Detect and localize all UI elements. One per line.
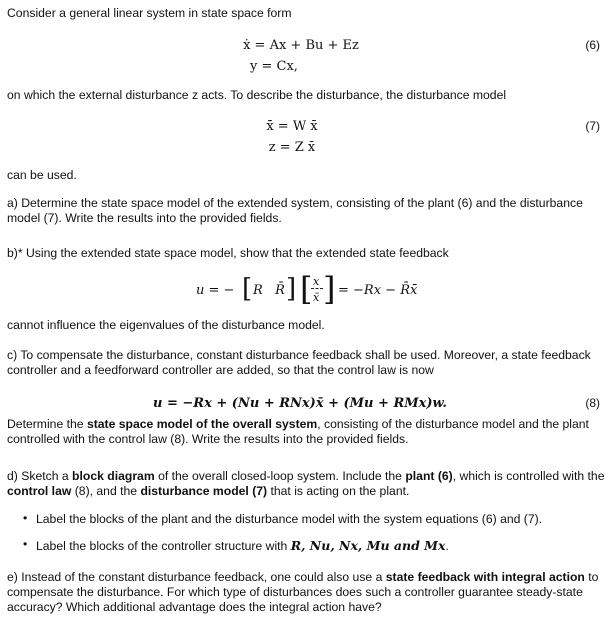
part-b-conclusion: cannot influence the eigenvalues of the disturbance model. — [7, 318, 325, 332]
equation-6-line1: ẋ = Ax + Bu + Ez — [243, 38, 359, 53]
bullet-dot-icon: • — [23, 511, 28, 525]
equation-7-line2: z = Z x̄ — [268, 140, 316, 155]
intro-text: Consider a general linear system in state space form — [7, 6, 292, 20]
part-c-task: Determine the state space model of the overall system, consisting of the disturbance model and the plant controlled with the control law (8). Write the results into the provided fields. — [7, 417, 589, 446]
disturbance-text: on which the external disturbance z acts. To describe the disturbance, the disturbance model — [7, 88, 507, 102]
equation-7-line1: x̄̇ = W x̄ — [266, 119, 318, 134]
part-a-text: a) Determine the state space model of the extended system, consisting of the plant (6) and the disturbance model (7). Write the results into the provided fields. — [7, 196, 583, 225]
vector-right-bracket: ] — [323, 270, 336, 308]
part-b-intro: b)* Using the extended state space model, show that the extended state feedback — [7, 246, 449, 260]
vector-top: x — [313, 275, 320, 288]
vector-left-bracket: [ — [300, 270, 313, 308]
vector-divider — [311, 288, 323, 289]
bullet-dot-icon: • — [23, 537, 28, 551]
part-d-text: d) Sketch a block diagram of the overall closed-loop system. Include the plant (6), which is controlled with the control law (8), and the disturbance model (7) that is acting on the plant. — [7, 469, 605, 498]
equation-6-number: (6) — [585, 38, 600, 52]
part-e-text: e) Instead of the constant disturbance feedback, one could also use a state feedback with integral action to compensate the disturbance. For which type of disturbances does such a controller guarantee steady-state accuracy? Which additional advantage does the integral action have? — [7, 570, 599, 614]
right-bracket: ] — [286, 274, 297, 304]
matrix-row: R R̄ — [253, 283, 285, 298]
left-bracket: [ — [242, 274, 253, 304]
part-b-equation-rhs: = −Rx − R̄x̄ — [338, 283, 418, 298]
bullet-item-2: • Label the blocks of the controller structure with R, Nu, Nx, Mu and Mx. — [23, 537, 449, 553]
part-b-equation — [196, 272, 496, 312]
part-c-intro: c) To compensate the disturbance, constant disturbance feedback shall be used. Moreover, a state feedback controller and a feedforward controller are added, so that the control law is now — [7, 348, 591, 377]
equation-7-number: (7) — [585, 119, 600, 133]
bullet-item-1: • Label the blocks of the plant and the disturbance model with the system equations (6) and (7). — [23, 511, 543, 526]
can-be-used-text: can be used. — [7, 168, 77, 182]
equation-8-number: (8) — [585, 396, 600, 410]
equation-6-line2: y = Cx, — [250, 59, 298, 74]
part-b-equation-lhs: u = − — [196, 283, 235, 298]
equation-8: u = −Rx + (Nu + RNx)x̄ + (Mu + RMx)w. — [153, 396, 447, 411]
vector-bottom: x̄ — [313, 291, 320, 304]
